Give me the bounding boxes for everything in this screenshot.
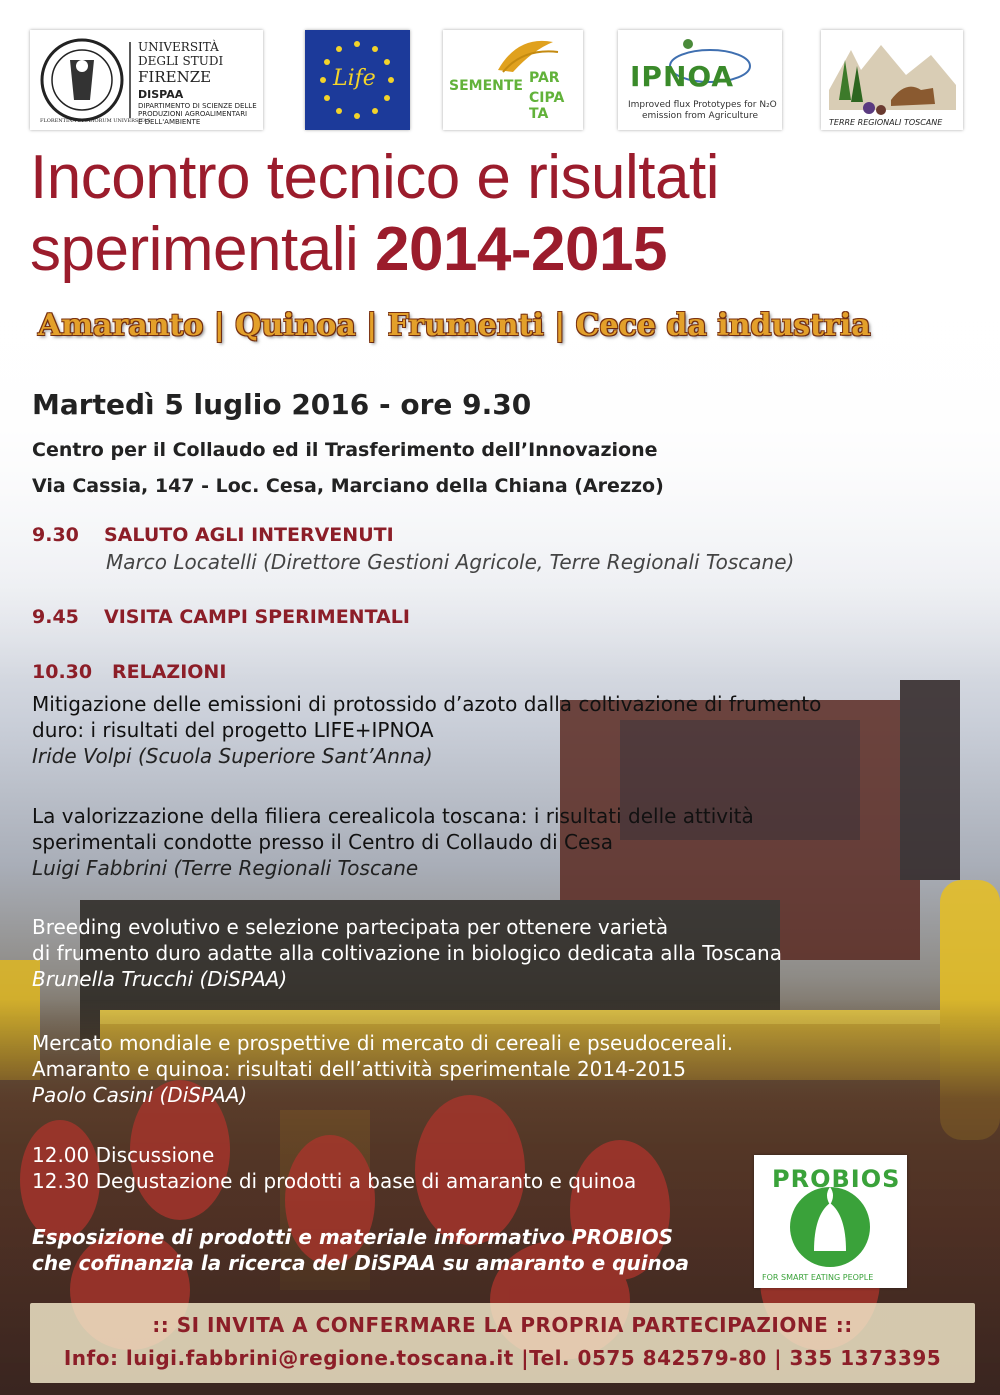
tasting-line: 12.30 Degustazione di prodotti a base di amaranto e quinoa <box>32 1169 637 1193</box>
ipnoa-subtitle2: emission from Agriculture <box>642 111 759 121</box>
talk-speaker: Paolo Casini (DiSPAA) <box>32 1083 248 1107</box>
talk-item <box>32 691 821 769</box>
program-item-reports <box>32 661 226 683</box>
discussion-line: 12.00 Discussione <box>32 1143 215 1167</box>
crops-subtitle: Amaranto | Quinoa | Frumenti | Cece da industria <box>38 308 871 343</box>
talk-title-line2: duro: i risultati del progetto LIFE+IPNOA <box>32 718 434 742</box>
sementi-part5: TA <box>529 106 549 122</box>
terre-caption: TERRE REGIONALI TOSCANE <box>829 118 943 127</box>
program-speaker: Marco Locatelli (Direttore Gestioni Agricole, Terre Regionali Toscane) <box>106 550 795 574</box>
ipnoa-logo <box>618 30 782 130</box>
unifi-line3: FIRENZE <box>138 68 212 86</box>
contact-info: Info: luigi.fabbrini@regione.toscana.it |Tel. 0575 842579-80 | 335 1373395 <box>63 1346 942 1370</box>
program-label: VISITA CAMPI SPERIMENTALI <box>104 606 410 628</box>
venue-address: Via Cassia, 147 - Loc. Cesa, Marciano della Chiana (Arezzo) <box>32 475 664 497</box>
unifi-dept: DISPAA <box>138 88 184 101</box>
talk-title-line2: sperimentali condotte presso il Centro di Collaudo di Cesa <box>32 830 613 854</box>
event-date: Martedì 5 luglio 2016 - ore 9.30 <box>32 388 532 421</box>
unifi-seal-text: FLORENTINA STUDIORUM UNIVERSITAS <box>40 118 151 124</box>
unifi-dept-full3: E DELL'AMBIENTE <box>138 118 201 126</box>
program-item-welcome <box>32 524 394 546</box>
talk-item <box>32 803 754 881</box>
program-label: SALUTO AGLI INTERVENUTI <box>104 524 394 546</box>
rsvp-invite: :: SI INVITA A CONFERMARE LA PROPRIA PARTECIPAZIONE :: <box>152 1313 853 1337</box>
talk-title-line1: Mitigazione delle emissioni di protossido d’azoto dalla coltivazione di frumento <box>32 692 822 716</box>
terre-regionali-logo <box>821 30 963 130</box>
title-year: 2014-2015 <box>374 215 667 284</box>
ipnoa-subtitle1: Improved flux Prototypes for N₂O <box>628 100 777 110</box>
talk-item <box>32 1030 733 1108</box>
talk-title-line1: Breeding evolutivo e selezione partecipata per ottenere varietà <box>32 915 669 939</box>
talk-speaker: Luigi Fabbrini (Terre Regionali Toscane <box>32 856 419 880</box>
sementi-part4: CIPA <box>529 90 565 106</box>
title-line2 <box>30 214 980 286</box>
venue-name: Centro per il Collaudo ed il Trasferimento dell’Innovazione <box>32 439 658 461</box>
sementi-logo <box>443 30 583 130</box>
life-logo <box>305 30 410 130</box>
program-time: 9.30 <box>32 524 79 546</box>
ipnoa-name: IPNOA <box>630 60 735 93</box>
life-text: Life <box>333 66 376 91</box>
event-title <box>30 142 980 286</box>
unifi-line1: UNIVERSITÀ <box>138 40 219 54</box>
title-line2-text: sperimentali <box>30 215 375 284</box>
sementi-part2: PAR <box>529 70 560 86</box>
probios-name: PROBIOS <box>772 1165 901 1193</box>
exhibition-line2: che cofinanzia la ricerca del DiSPAA su amaranto e quinoa <box>32 1251 690 1275</box>
probios-logo <box>754 1155 907 1288</box>
sementi-part1: SEMENTE <box>449 78 523 94</box>
probios-tagline: FOR SMART EATING PEOPLE <box>762 1273 874 1282</box>
program-closing <box>32 1142 636 1194</box>
unifi-dept-full2: PRODUZIONI AGROALIMENTARI <box>138 110 248 118</box>
program-label: RELAZIONI <box>112 661 227 683</box>
exhibition-line1: Esposizione di prodotti e materiale informativo PROBIOS <box>32 1225 674 1249</box>
title-line1: Incontro tecnico e risultati <box>30 143 720 212</box>
unifi-dept-full1: DIPARTIMENTO DI SCIENZE DELLE <box>138 102 257 110</box>
rsvp-box <box>30 1303 975 1383</box>
unifi-logo <box>30 30 263 130</box>
talk-title-line2: di frumento duro adatte alla coltivazione in biologico dedicata alla Toscana <box>32 941 782 965</box>
talk-speaker: Iride Volpi (Scuola Superiore Sant’Anna) <box>32 744 433 768</box>
program-item-visit <box>32 606 410 628</box>
talk-title-line1: Mercato mondiale e prospettive di mercato di cereali e pseudocereali. <box>32 1031 734 1055</box>
program-time: 10.30 <box>32 661 93 683</box>
talk-title-line2: Amaranto e quinoa: risultati dell’attività sperimentale 2014-2015 <box>32 1057 686 1081</box>
talk-speaker: Brunella Trucchi (DiSPAA) <box>32 967 288 991</box>
talk-item <box>32 914 782 992</box>
program-time: 9.45 <box>32 606 79 628</box>
unifi-line2: DEGLI STUDI <box>138 54 224 68</box>
talk-title-line1: La valorizzazione della filiera cerealicola toscana: i risultati delle attività <box>32 804 754 828</box>
